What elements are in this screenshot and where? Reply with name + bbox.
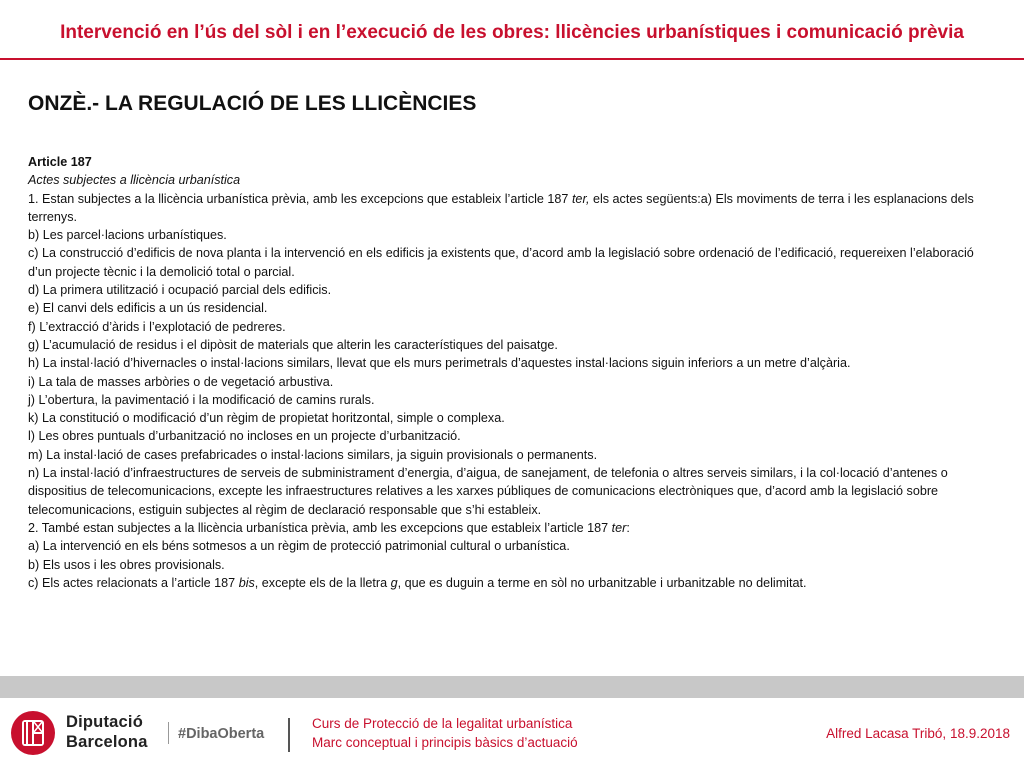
logo-divider	[168, 722, 169, 744]
p2-ter: ter	[611, 520, 627, 535]
c-text-c: , que es duguin a terme en sòl no urbanitzable i urbanitzable no delimitat.	[397, 575, 807, 590]
article-subtitle: Actes subjectes a llicència urbanística	[28, 173, 241, 188]
list-item: j) L’obertura, la pavimentació i la modificació de camins rurals.	[28, 392, 375, 407]
p1-text-b: els actes següents:a) Els moviments de terra i les esplanacions dels terrenys.	[28, 191, 974, 224]
list-item: n) La instal·lació d’infraestructures de serveis de subministrament d’energia, d’aigua, de sanejament, de telefonia o altres serveis similars, i la col·locació d’antenes o dispositius de telecomunicacions, excepte les infraestructures relatives a les xarxes públiques de comunicacions electròniques que, d’acord amb la legislació sobre telecomunicacions, estiguin subjectes al règim de declaració responsable que s’hi estableix.	[28, 466, 948, 517]
c-text-b: , excepte els de la lletra	[254, 575, 391, 590]
list-item: b) Les parcel·lacions urbanístiques.	[28, 228, 227, 243]
list-item: a) La intervenció en els béns sotmesos a un règim de protecció patrimonial cultural o urbanística.	[28, 539, 570, 554]
article-paragraph-1	[28, 190, 988, 227]
footer-divider	[288, 718, 290, 752]
list-item: e) El canvi dels edificis a un ús residencial.	[28, 301, 268, 316]
article-paragraph-2	[28, 519, 988, 537]
list-item: f) L’extracció d’àrids i l’explotació de pedreres.	[28, 319, 286, 334]
list-item: g) L’acumulació de residus i el dipòsit de materials que alterin les característiques del paisatge.	[28, 337, 558, 352]
c-bis: bis	[238, 575, 255, 590]
p1-text-a: 1. Estan subjectes a la llicència urbanística prèvia, amb les excepcions que estableix l’article 187	[28, 191, 572, 206]
course-subtitle: Marc conceptual i principis bàsics d’actuació	[312, 735, 578, 750]
p2-text-b: :	[626, 520, 630, 535]
author-date: Alfred Lacasa Tribó, 18.9.2018	[826, 726, 1010, 741]
logo-line-2: Barcelona	[66, 733, 148, 751]
logo-line-1: Diputació	[66, 713, 143, 731]
p1-ter: ter,	[571, 191, 590, 206]
list-item: l) Les obres puntuals d’urbanització no incloses en un projecte d’urbanització.	[28, 429, 461, 444]
list-item: c) La construcció d’edificis de nova planta i la intervenció en els edificis ja existents que, d’acord amb la legislació sobre ordenació de l’edificació, requereixen l’elaboració d’un projecte tècnic i la demolició total o parcial.	[28, 246, 974, 279]
c-g: g	[390, 575, 398, 590]
list-item: i) La tala de masses arbòries o de vegetació arbustiva.	[28, 374, 334, 389]
section-title: ONZÈ.- LA REGULACIÓ DE LES LLICÈNCIES	[28, 92, 477, 115]
diputacio-shield-icon	[10, 710, 56, 756]
list-item-c	[28, 574, 988, 592]
header-title: Intervenció en l’ús del sòl i en l’execució de les obres: llicències urbanístiques i comunicació prèvia	[60, 22, 964, 43]
footer-band	[0, 676, 1024, 698]
footer	[0, 698, 1024, 768]
list-item: k) La constitució o modificació d’un règim de propietat horitzontal, simple o complexa.	[28, 411, 505, 426]
p2-text-a: 2. També estan subjectes a la llicència urbanística prèvia, amb les excepcions que estableix l’article 187	[28, 520, 612, 535]
course-info	[312, 714, 578, 752]
list-item: b) Els usos i les obres provisionals.	[28, 557, 225, 572]
hashtag-label: #DibaOberta	[178, 726, 265, 742]
diputacio-logo-text	[66, 712, 148, 752]
list-item: h) La instal·lació d’hivernacles o instal·lacions similars, llevat que els murs perimetrals d’aquestes instal·lacions siguin inferiors a un metre d’alçària.	[28, 356, 851, 371]
course-title: Curs de Protecció de la legalitat urbanística	[312, 716, 573, 731]
c-text-a: c) Els actes relacionats a l’article 187	[28, 575, 239, 590]
article-body	[28, 153, 988, 592]
list-item: m) La instal·lació de cases prefabricades o instal·lacions similars, ja siguin provisionals o permanents.	[28, 447, 598, 462]
header-divider	[0, 58, 1024, 60]
list-item: d) La primera utilització i ocupació parcial dels edificis.	[28, 283, 332, 298]
article-number: Article 187	[28, 155, 92, 169]
